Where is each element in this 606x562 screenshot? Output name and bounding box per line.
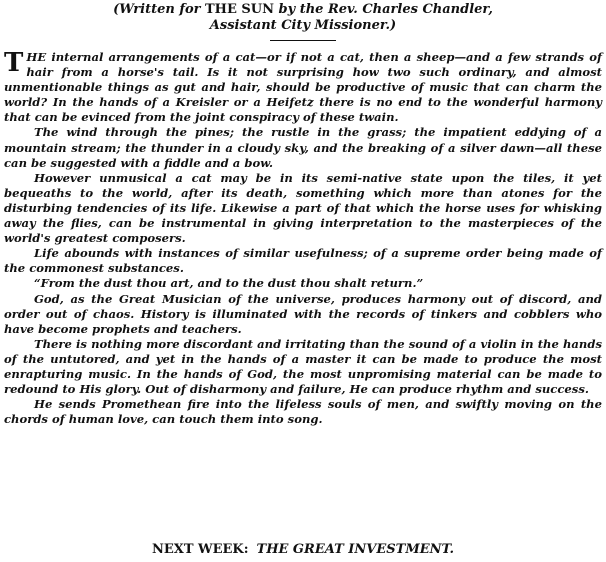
newspaper-name: THE SUN [205,2,274,17]
paragraph-1 [4,50,602,125]
byline-line-1 [0,2,606,18]
paragraph-7: There is nothing more discordant and irritating than the sound of a violin in the hands of the untutored, and yet in the hands of a master it can be made to produce the most enrapturing music. In the hands of God, the most unpromising material can be made to redound to His glory. Out of disharmony and failure, He can produce rhythm and success. [4,336,602,397]
paragraph-4: Life abounds with instances of similar usefulness; of a supreme order being made of the commonest substances. [4,246,602,276]
paragraph-3: However unmusical a cat may be in its semi-native state upon the tiles, it yet bequeaths to the world, after its death, something which more than atones for the disturbing tendencies of its life. Likewise a part of that which the horse uses for whisking away the flies, can be instrumental in giving interpretation to the masterpieces of the world's greatest composers. [4,170,602,246]
paragraph-5-quote: “From the dust thou art, and to the dust thou shalt return.” [34,276,424,291]
paragraph-1-text: HE internal arrangements of a cat—or if not a cat, then a sheep—and a few strands of hair from a horse's tail. Is it not surprising how two such ordinary, and almost unmentionable things as gut and hair, should be productive of music that can charm the world? In the hands of a Kreisler or a Heifetz there is no end to the wonderful harmony that can be evinced from the joint conspiracy of these twain. [4,50,602,125]
byline-prefix: (Written for [113,2,205,17]
paragraph-2: The wind through the pines; the rustle in the grass; the impatient eddying of a mountain stream; the thunder in a cloudy sky, and the breaking of a silver dawn—all these can be suggested with a fiddle and a bow. [4,125,602,170]
byline-line-2: Assistant City Missioner.) [209,18,397,33]
article-body [4,50,602,427]
byline-author: by the Rev. Charles Chandler, [274,2,493,17]
paragraph-8: He sends Promethean fire into the lifeless souls of men, and swiftly moving on the chords of human love, can touch them into song. [4,397,602,427]
byline [0,2,606,34]
next-week-title: THE GREAT INVESTMENT. [256,542,455,557]
paragraph-6: God, as the Great Musician of the universe, produces harmony out of discord, and order out of chaos. History is illuminated with the records of tinkers and cobblers who have become prophets and teachers. [4,291,602,336]
next-week-label: NEXT WEEK: [151,542,249,557]
next-week-notice [0,542,606,558]
byline-divider [270,40,336,41]
drop-cap: T [4,48,24,78]
